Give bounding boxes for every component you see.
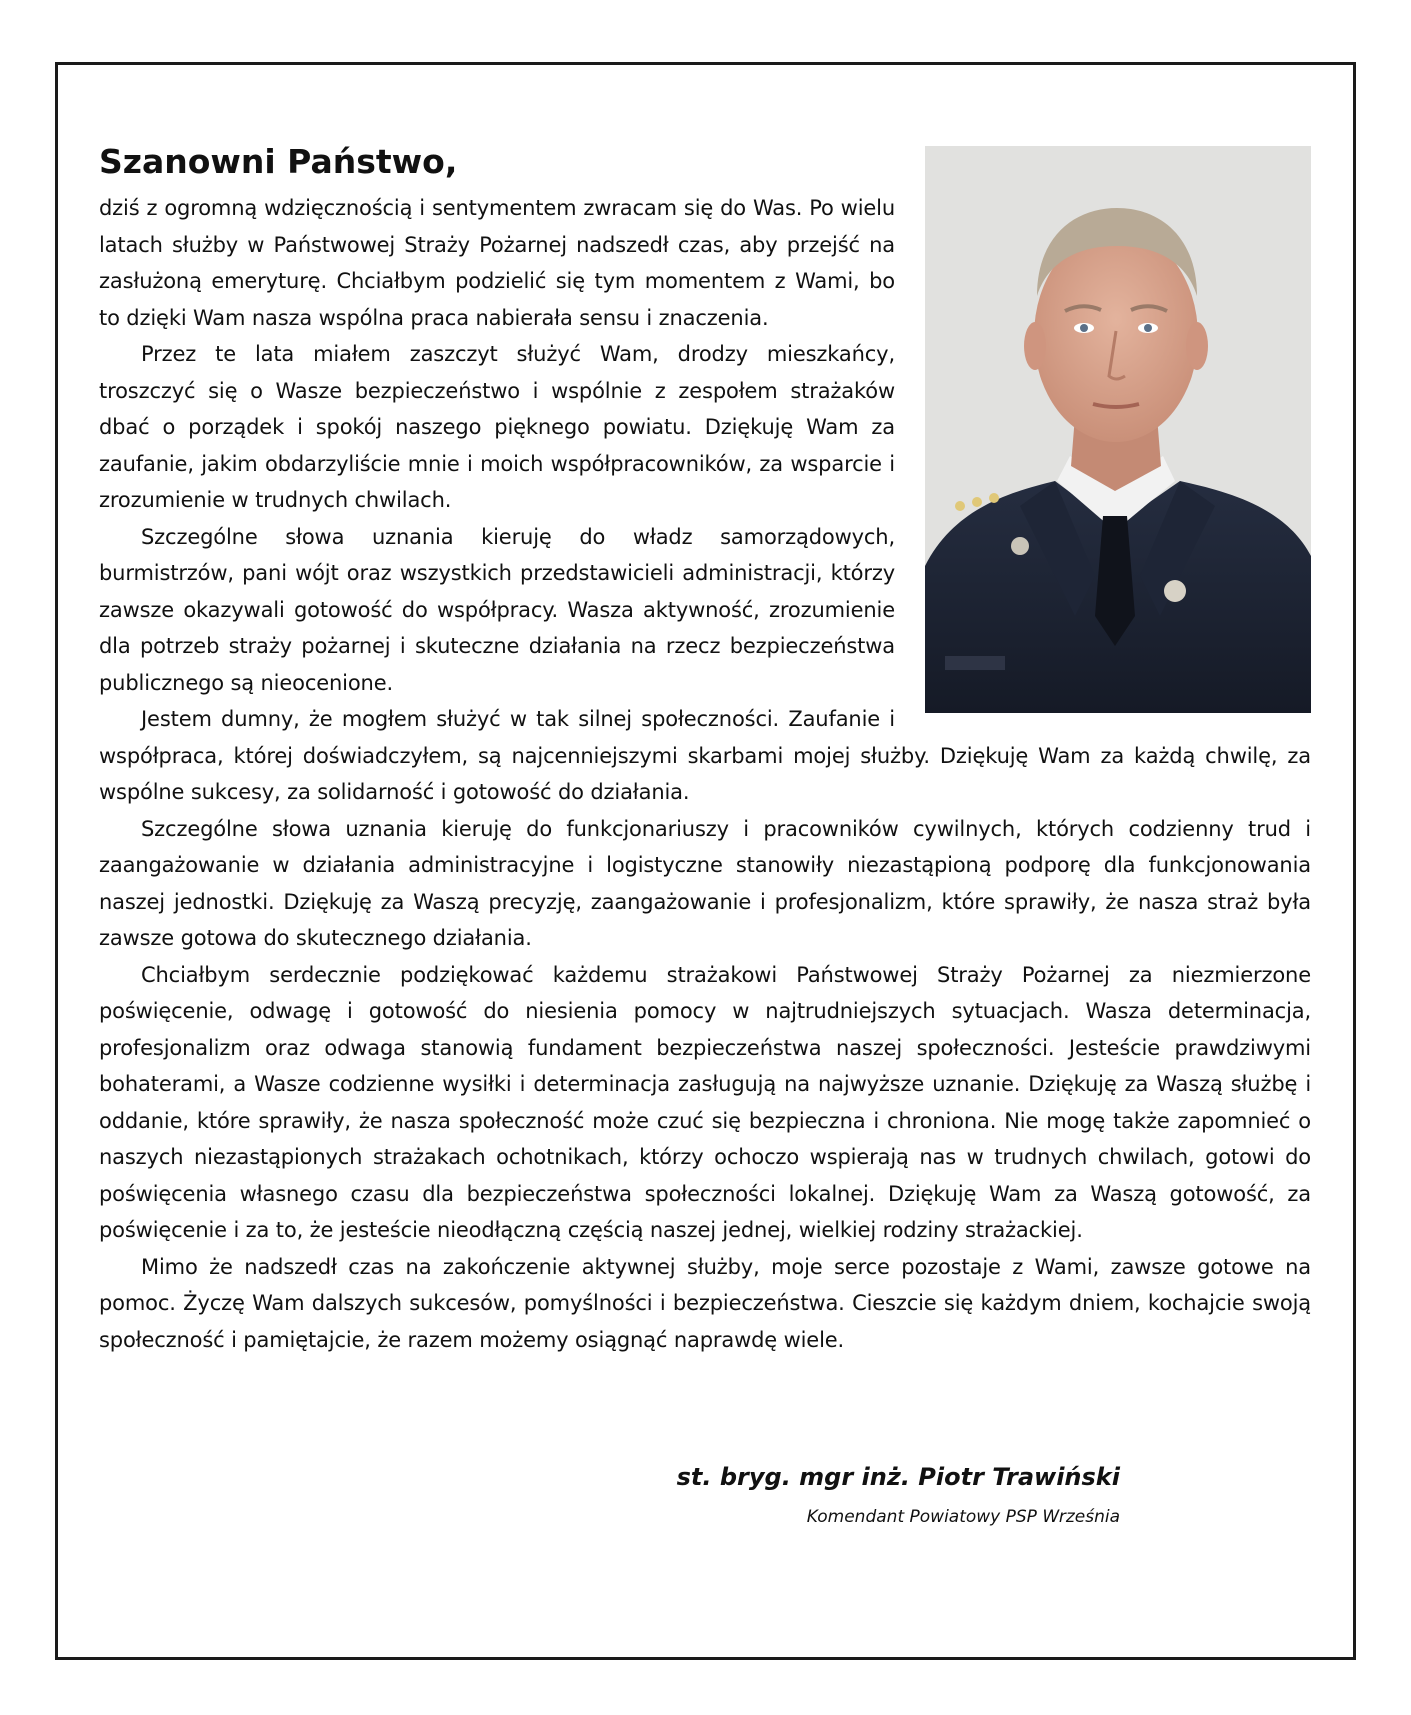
- letter-paragraph-3: Szczególne słowa uznania kieruję do władz samorządowych, burmistrzów, pani wójt oraz wszystkich przedstawicieli administracji, którzy zawsze okazywali gotowość do współpracy. Wasza aktywność, zrozumienie dla potrzeb straży pożarnej i skuteczne działania na rzecz bezpieczeństwa publicznego są nieocenione.: [99, 524, 895, 695]
- letter-body: [99, 140, 1311, 1358]
- portrait-photo: [925, 146, 1311, 713]
- letter-paragraph-4: Jestem dumny, że mogłem służyć w tak silnej społeczności. Zaufanie i współpraca, której doświadczyłem, są najcenniejszymi skarbami mojej służby. Dziękuję Wam za każdą chwilę, za wspólne sukcesy, za solidarność i gotowość do działania.: [99, 707, 1311, 804]
- signature-title: Komendant Powiatowy PSP Września: [806, 1507, 1120, 1527]
- letter-paragraph-7: Mimo że nadszedł czas na zakończenie aktywnej służby, moje serce pozostaje z Wami, zawsze gotowe na pomoc. Życzę Wam dalszych sukcesów, pomyślności i bezpieczeństwa. Cieszcie się każdym dniem, kochajcie swoją społeczność i pamiętajcie, że razem możemy osiągnąć naprawdę wiele.: [99, 1254, 1311, 1352]
- letter-greeting: Szanowni Państwo,: [99, 142, 458, 181]
- letter-paragraph-6: Chciałbym serdecznie podziękować każdemu strażakowi Państwowej Straży Pożarnej za niezmierzone poświęcenie, odwagę i gotowość do niesienia pomocy w najtrudniejszych sytuacjach. Wasza determinacja, profesjonalizm oraz odwaga stanowią fundament bezpieczeństwa naszej społeczności. Jesteście prawdziwymi bohaterami, a Wasze codzienne wysiłki i determinacja zasługują na najwyższe uznanie. Dziękuję za Waszą służbę i oddanie, które sprawiły, że nasza społeczność może czuć się bezpieczna i chroniona. Nie mogę także zapomnieć o naszych niezastąpionych strażakach ochotnikach, którzy ochoczo wspierają nas w trudnych chwilach, gotowi do poświęcenia własnego czasu dla bezpieczeństwa społeczności lokalnej. Dziękuję Wam za Waszą gotowość, za poświęcenie i za to, że jesteście nieodłączną częścią naszej jednej, wielkiej rodziny strażackiej.: [99, 962, 1311, 1242]
- letter-paragraph-2: Przez te lata miałem zaszczyt służyć Wam, drodzy mieszkańcy, troszczyć się o Wasze bezpieczeństwo i wspólnie z zespołem strażaków dbać o porządek i spokój naszego pięknego powiatu. Dziękuję Wam za zaufanie, jakim obdarzyliście mnie i moich współpracowników, za wsparcie i zrozumienie w trudnych chwilach.: [99, 342, 895, 512]
- signature-block: [600, 1460, 1120, 1532]
- signature-name: st. bryg. mgr inż. Piotr Trawiński: [676, 1463, 1120, 1491]
- letter-paragraph-5: Szczególne słowa uznania kieruję do funkcjonariuszy i pracowników cywilnych, których codzienny trud i zaangażowanie w działania administracyjne i logistyczne stanowiły niezastąpioną podporę dla funkcjonowania naszej jednostki. Dziękuję za Waszą precyzję, zaangażowanie i profesjonalizm, które sprawiły, że nasza straż była zawsze gotowa do skutecznego działania.: [99, 816, 1311, 950]
- letter-paragraph-1: dziś z ogromną wdzięcznością i sentymentem zwracam się do Was. Po wielu latach służby w Państwowej Straży Pożarnej nadszedł czas, aby przejść na zasłużoną emeryturę. Chciałbym podzielić się tym momentem z Wami, bo to dzięki Wam nasza wspólna praca nabierała sensu i znaczenia.: [99, 196, 895, 330]
- portrait-illustration: [925, 146, 1311, 713]
